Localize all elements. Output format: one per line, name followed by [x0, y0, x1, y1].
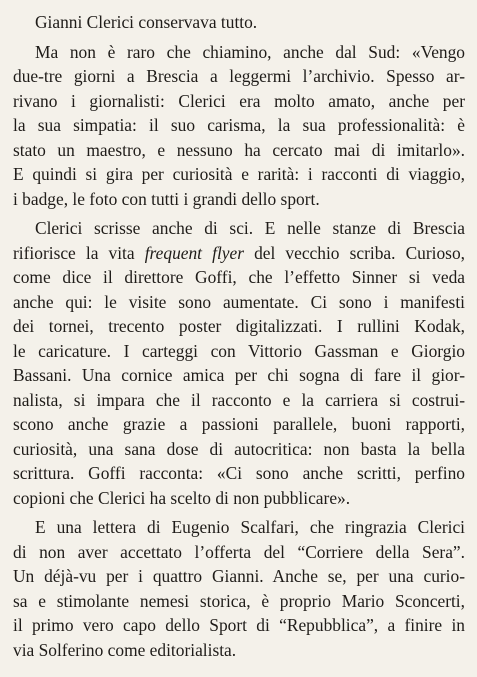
text-line: il primo vero capo dello Sport di “Repubblica”, a finire in — [13, 615, 465, 635]
italic-run: frequent flyer — [144, 242, 244, 263]
text-line: Bassani. Una cornice amica per chi sogna di fare il gior- — [13, 365, 465, 385]
text-line: scrittura. Goffi racconta: «Ci sono anche scritti, perfino — [13, 463, 465, 483]
text-line: due-tre giorni a Brescia a leggermi l’archivio. Spesso ar- — [13, 66, 465, 86]
text-line: la sua simpatia: il suo carisma, la sua professionalità: è — [13, 115, 465, 135]
text-line: E una lettera di Eugenio Scalfari, che ringrazia Clerici — [35, 517, 465, 537]
text-line: Clerici scrisse anche di sci. E nelle stanze di Brescia — [35, 218, 465, 238]
paragraph — [13, 216, 465, 510]
text-line: i badge, le foto con tutti i grandi dello sport. — [13, 188, 320, 209]
text-line: sa e stimolante nemesi storica, è proprio Mario Sconcerti, — [13, 590, 465, 611]
text-line: come dice il direttore Goffi, che l’effetto Sinner si veda — [13, 267, 465, 287]
text-line: Gianni Clerici conservava tutto. — [35, 12, 258, 32]
text-line: curiosità, una sana dose di autocritica: non basta la bella — [13, 438, 465, 459]
text-line: rivano i giornalisti: Clerici era molto amato, anche per — [13, 90, 465, 111]
text-line: scono anche grazie a passioni parallele, buoni rapporti, — [13, 414, 465, 434]
text-line: dei tornei, trecento poster digitalizzati. I rullini Kodak, — [13, 316, 465, 336]
text-line: E quindi si gira per curiosità e rarità: i racconti di viaggio, — [13, 164, 465, 184]
text-line: Ma non è raro che chiamino, anche dal Sud: «Vengo — [35, 41, 465, 62]
text-line: nalista, si impara che il racconto e la carriera si costrui- — [13, 389, 465, 410]
paragraph — [13, 40, 465, 212]
text-line: le caricature. I carteggi con Vittorio Gassman e Giorgio — [13, 340, 465, 361]
text-line: stato un maestro, e nessuno ha cercato mai di imitarlo». — [13, 139, 465, 160]
text-line: copioni che Clerici ha scelto di non pubblicare». — [13, 487, 351, 508]
text-line: di non aver accettato l’offerta del “Corriere della Sera”. — [13, 541, 465, 562]
text-line: Un déjà-vu per i quattro Gianni. Anche se, per una curio- — [13, 566, 465, 586]
text-run: del vecchio scriba. Curioso, — [243, 242, 465, 263]
text-line: via Solferino come editorialista. — [13, 639, 237, 660]
paragraph — [13, 515, 465, 662]
text-line: anche qui: le visite sono aumentate. Ci sono i manifesti — [13, 291, 465, 312]
text-run: rifiorisce la vita — [13, 242, 145, 263]
paragraph — [13, 10, 465, 35]
text-line — [13, 241, 465, 266]
